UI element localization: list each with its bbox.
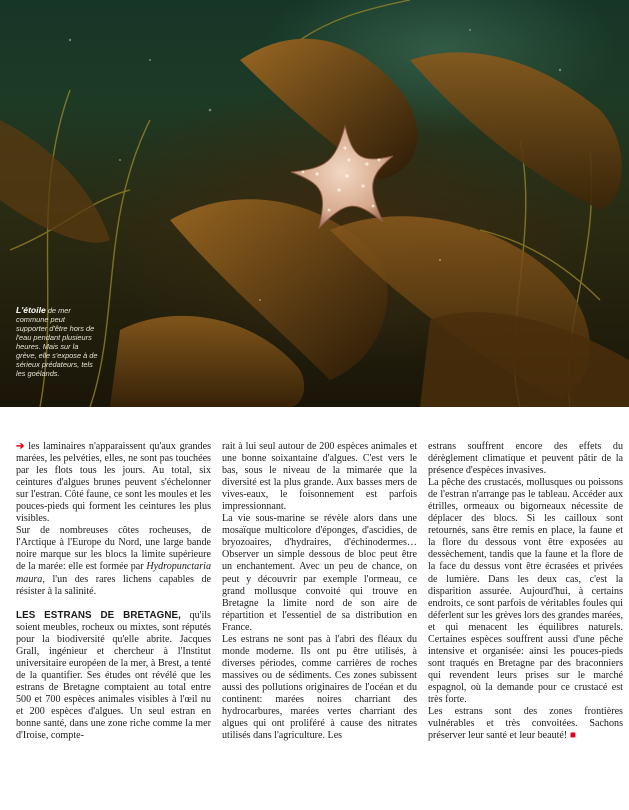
photo-caption bbox=[16, 306, 98, 378]
article-column-2 bbox=[222, 441, 417, 806]
article-column-1 bbox=[16, 441, 211, 806]
paragraph: La pêche des crustacés, mollusques ou poissons de l'estran n'arrange pas le tableau. Accéder aux étrilles, ormeaux ou bigorneaux nécessite de déplacer des blocs. Si les cailloux sont retournés, sans être remis en place, la faune et la flore du dessous vont être exposées au dessèchement, tandis que la faune et la flore de la face du dessus vont être écrasées et privées de lumière. Dans les deux cas, c'est la disparition assurée. Aujourd'hui, à certains endroits, ce sont parfois de véritables foules qui déferlent sur les grèves lors des grandes marées, et qui menacent les équilibres naturels. Certaines espèces souffrent aussi d'une pêche intensive et organisée: ainsi les pouces-pieds sont traqués en Bretagne par des braconniers qui revendent leurs prises sur le marché espagnol, où la demande pour ce crustacé est très forte. bbox=[428, 477, 623, 705]
paragraph: Les estrans ne sont pas à l'abri des fléaux du monde moderne. Ils ont pu être utilisés, à diverses périodes, comme carrières de roches massives ou de sédiments. Ces zones subissent aussi des pollutions originaires de l'océan et du continent: marées noires charriant des hydrocarbures, marées vertes charriant des algues qui ont proliféré à cause des nitrates utilisés dans l'agriculture. Les bbox=[222, 633, 417, 742]
caption-text: de mer commune peut supporter d'être hors de l'eau pendant plusieurs heures. Mais sur la grève, elle s'expose à de sérieux prédateurs, tels les goélands. bbox=[16, 306, 98, 378]
paragraph: LES ESTRANS DE BRETAGNE, qu'ils soient meubles, rocheux ou mixtes, sont réputés pour la biodiversité qu'elle abrite. Jacques Grall, ingénieur et chercheur à l'Institut universitaire européen de la mer, à Brest, a tenté de la quantifier. Ses études ont révélé que les estrans de Bretagne comptaient au total entre 500 et 700 espèces animales visibles à l'œil nu et 200 espèces d'algues. Un seul estran en bonne santé, dans une zone riche comme la mer d'Iroise, compte- bbox=[16, 609, 211, 742]
continuation-arrow-icon: ➔ bbox=[16, 441, 25, 452]
paragraph: Les estrans sont des zones frontières vulnérables et très convoitées. Sachons préserver leur santé et leur beauté! ■ bbox=[428, 706, 623, 742]
paragraph: ➔ les laminaires n'apparaissent qu'aux grandes marées, les pelvéties, elles, ne sont pas touchées par les flots tous les jours. Au total, six ceintures d'algues brunes peuvent s'échelonner sur l'estran. Côté faune, ce sont les moules et les pouces-pieds qui forment les ceintures les plus visibles. bbox=[16, 441, 211, 525]
paragraph: La vie sous-marine se révèle alors dans une mosaïque multicolore d'éponges, d'ascidies, de bryozoaires, d'hydraires, d'échinodermes… Observer un simple dessous de bloc peut être un enchantement. Avec un peu de chance, on peut y découvrir par exemple l'ormeau, ce grand mollusque convoité qui trouve en Bretagne la limite nord de son aire de répartition et l'essentiel de sa distribution en France. bbox=[222, 513, 417, 633]
article-column-3 bbox=[428, 441, 623, 806]
caption-lead: L'étoile bbox=[16, 305, 46, 315]
paragraph: Sur de nombreuses côtes rocheuses, de l'Arctique à l'Europe du Nord, une large bande noire marque sur les blocs la limite supérieure de la marée: elle est formée par Hydropunctaria maura, l'un des rares lichens capables de résister à la salinité. bbox=[16, 525, 211, 597]
paragraph: rait à lui seul autour de 200 espèces animales et une bonne soixantaine d'algues. C'est vers le bas, sous le niveau de la mimarée que la diversité est la plus grande. Aux basses mers de vives-eaux, le foisonnement est parfois impressionnant. bbox=[222, 441, 417, 513]
paragraph: estrans souffrent encore des effets du dérèglement climatique et peuvent pâtir de la présence d'espèces invasives. bbox=[428, 441, 623, 477]
section-heading: LES ESTRANS DE BRETAGNE, bbox=[16, 609, 182, 621]
article-body bbox=[16, 441, 624, 806]
end-mark-icon: ■ bbox=[569, 730, 576, 742]
species-name: Hydropunctaria maura bbox=[16, 561, 211, 585]
